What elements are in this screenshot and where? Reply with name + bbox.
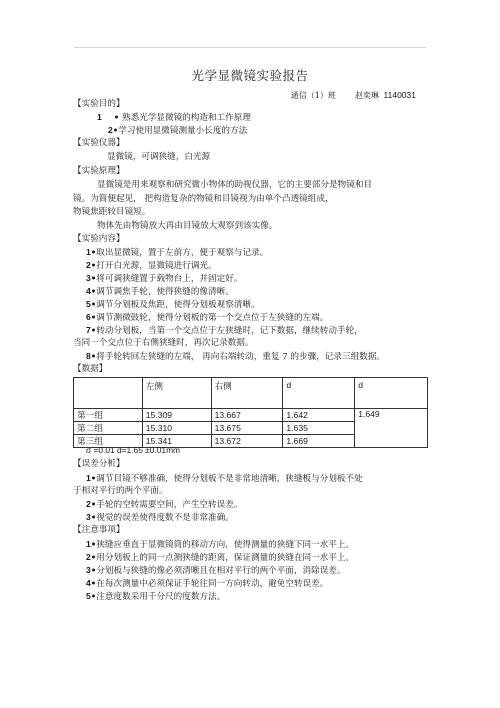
procedure-item: 2•打开白光源，显微镜进行调光。: [86, 260, 217, 271]
student-id: 1140031: [383, 90, 416, 100]
procedure-item-continued: 当同一个交点位于右侧狭缝时，再次记录数据。: [73, 338, 254, 348]
notes-item: 5•注意度数采用千分尺的度数方法。: [86, 591, 226, 602]
principle-line: 镜。为简便起见， 把构造复杂的物镜和目镜视为由单个凸透镜组成，: [73, 194, 334, 204]
principle-line: 显微镜是用来观察和研究微小物体的助视仪器，它的主要部分是物镜和目: [97, 180, 373, 190]
notes-item: 4•在每次测量中必须保证手轮往同一方向转动，避免空转误差。: [86, 578, 329, 589]
principle-line: 物体先由物镜放大再由目镜放大观察到该实像。: [97, 221, 278, 231]
author-meta: [291, 90, 416, 101]
table-header-cell: d: [355, 378, 428, 409]
error-item: 1•调节目镜不够准确，使得分划板不是非常地清晰，狭缝板与分划板不处: [86, 473, 363, 484]
purpose-item: 2•学习使用显微镜测量小长度的方法: [108, 125, 248, 136]
table-header-cell: 左侧: [142, 378, 211, 409]
section-heading-data: 【数据】: [73, 364, 108, 374]
notes-item: 3•分划板与狭缝的像必须清晰且在相对平行的两个平面，消除误差。: [86, 565, 346, 576]
table-row: 第三组 15.341 13.672 1.669: [74, 435, 428, 448]
section-heading-procedure: 【实验内容】: [73, 234, 125, 244]
notes-item: 1•狭缝应垂直于显微镜筒的移动方向，使得测量的狭缝下同一水平上。: [86, 539, 355, 550]
section-heading-notes: 【注意事项】: [73, 525, 125, 535]
mean-d-cell: 1.649: [355, 409, 428, 448]
equipment-text: 显微镜，可调狭缝，白光源: [107, 152, 211, 162]
error-item-continued: 于相对平行的两个平面。: [73, 486, 168, 496]
section-heading-error: 【误差分析】: [73, 459, 125, 469]
table-header-cell: d: [283, 378, 355, 409]
header-rule: [74, 47, 426, 48]
table-row: 第一组 15.309 13.667 1.642 1.649: [74, 409, 428, 422]
purpose-item: 1 • 熟悉光学显微镜的构造和工作原理: [97, 112, 251, 123]
procedure-item: 7•转动分划板，当第一个交点位于左狭缝时，记下数据，继续转动手轮，: [86, 325, 363, 336]
notes-item: 2•用分划板上的同一点测狭缝的距离，保证测量的狭缝在同一水平上。: [86, 552, 355, 563]
section-heading-principle: 【实验原理】: [73, 166, 125, 176]
section-heading-purpose: 【实验目的】: [73, 99, 125, 109]
class-label: 通信（1）班: [290, 91, 336, 100]
procedure-item: 6•调节测微鼓轮，使得分划板的第一个交点位于左狭缝的左端。: [86, 312, 329, 323]
procedure-item: 1•取出显微镜，置于左前方，便于观察与记录。: [86, 247, 269, 258]
table-header-row: [74, 378, 428, 409]
procedure-item: 5•调节分划板及焦距，使得分划板观察清晰。: [86, 299, 260, 310]
data-table: [73, 377, 428, 448]
procedure-item: 4•调节调焦手轮，使得狭缝的像清晰。: [86, 286, 234, 297]
procedure-item: 3•将可调狭缝置于载物台上，并固定好。: [86, 273, 243, 284]
student-name: 赵奕琳: [354, 91, 379, 100]
data-summary: σ =0.01 d=1.65 ±0.01mm: [86, 445, 181, 455]
table-header-cell: [74, 378, 143, 409]
table-row: 第二组 15.310 13.675 1.635: [74, 422, 428, 435]
error-item: 2•手轮的空转需要空间，产生空转误差。: [86, 499, 243, 510]
section-heading-equipment: 【实验仪器】: [73, 138, 125, 148]
principle-line: 物镜焦距较目镜短。: [73, 207, 151, 217]
error-item: 3•视觉的误差使得度数不是非常准确。: [86, 512, 234, 523]
table-header-cell: 右侧: [211, 378, 283, 409]
report-title: 光学显微镜实验报告: [191, 68, 309, 83]
procedure-item: 8•将手轮转回左狭缝的左端， 再向右端转动，重复 7 的步骤，记录三组数据。: [86, 351, 385, 362]
